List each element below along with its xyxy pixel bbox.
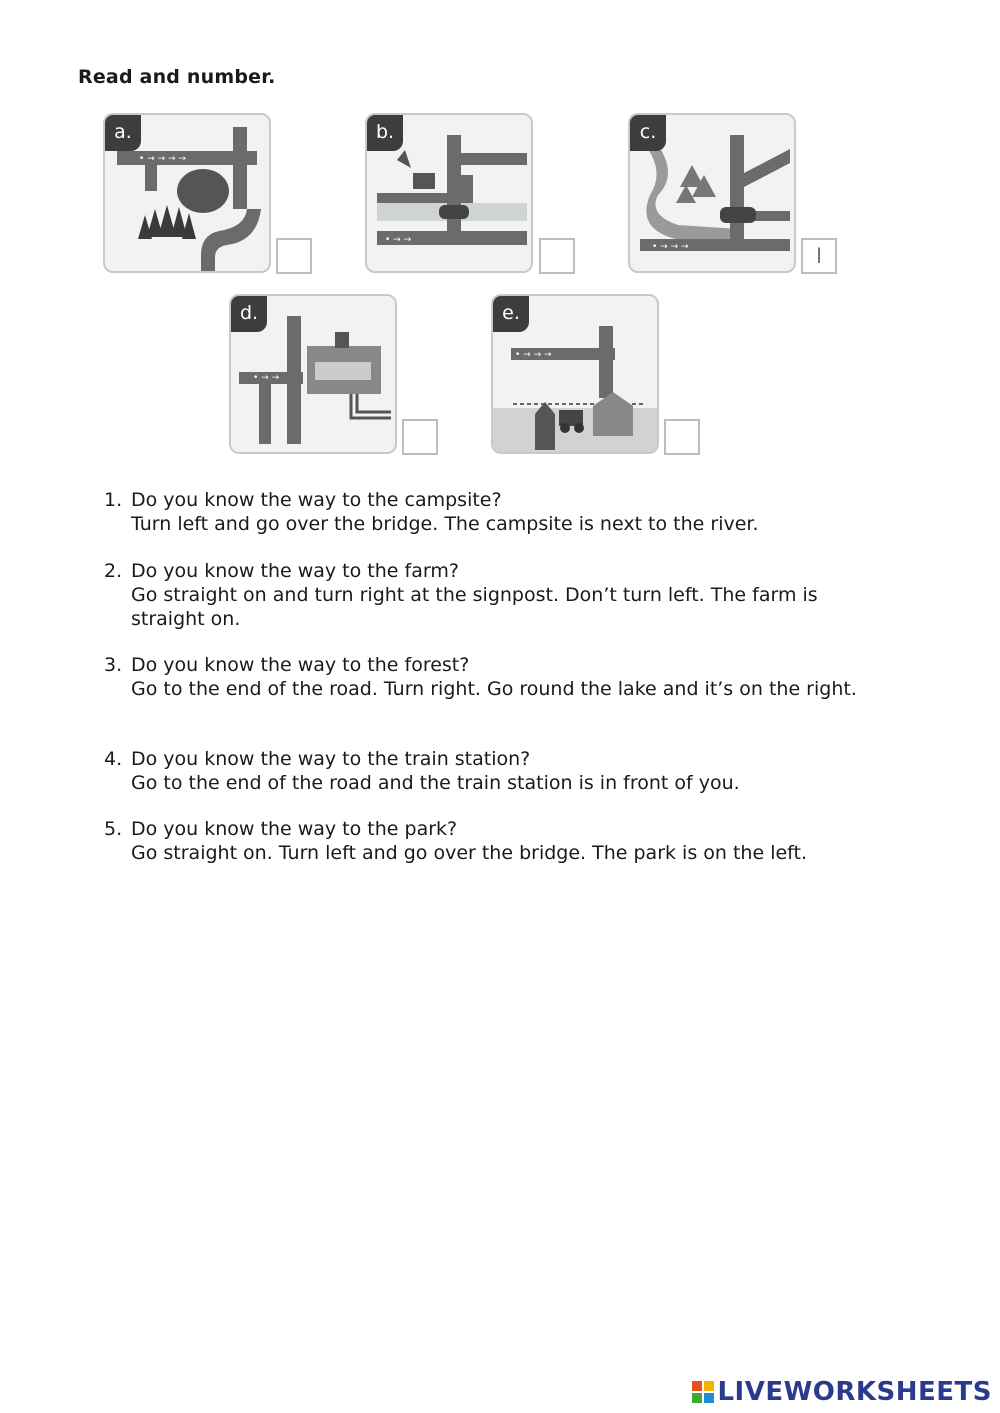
question-number: 5.: [104, 818, 123, 840]
answer-box-e[interactable]: [664, 419, 700, 455]
liveworksheets-logo-icon: [692, 1381, 714, 1403]
question-text: Do you know the way to the train station?: [131, 748, 531, 770]
question-number: 1.: [104, 489, 123, 511]
svg-text:• → →: • → →: [253, 373, 280, 383]
svg-text:• → → →: • → → →: [515, 350, 552, 360]
question-number: 4.: [104, 748, 123, 770]
picture-d: [229, 294, 397, 454]
answer-text: Go to the end of the road and the train station is in front of you.: [131, 772, 740, 794]
question-text: Do you know the way to the park?: [131, 818, 458, 840]
picture-b: [365, 113, 533, 273]
answer-box-b[interactable]: [539, 238, 575, 274]
picture-a-letter: a.: [105, 115, 141, 151]
answer-text: Go straight on and turn right at the signpost. Don’t turn left. The farm is straight on.: [131, 584, 818, 630]
answer-text: Go straight on. Turn left and go over the bridge. The park is on the left.: [131, 842, 808, 864]
svg-text:• → →: • → →: [385, 235, 412, 245]
answer-box-c[interactable]: l: [801, 238, 837, 274]
answer-box-a[interactable]: [276, 238, 312, 274]
question-text: Do you know the way to the farm?: [131, 560, 459, 582]
picture-b-letter: b.: [367, 115, 403, 151]
svg-text:• → → → →: • → → → →: [139, 154, 186, 164]
answer-text: Go to the end of the road. Turn right. Go round the lake and it’s on the right.: [131, 678, 857, 700]
picture-d-letter: d.: [231, 296, 267, 332]
brand-text: LIVEWORKSHEETS: [717, 1377, 992, 1407]
answer-text: Turn left and go over the bridge. The campsite is next to the river.: [131, 513, 759, 535]
picture-c-letter: c.: [630, 115, 666, 151]
picture-c: [628, 113, 796, 273]
question-text: Do you know the way to the forest?: [131, 654, 470, 676]
question-text: Do you know the way to the campsite?: [131, 489, 502, 511]
page-heading: Read and number.: [78, 66, 276, 88]
picture-e: [491, 294, 659, 454]
liveworksheets-brand: [692, 1377, 992, 1407]
question-number: 3.: [104, 654, 123, 676]
picture-a: [103, 113, 271, 273]
picture-e-letter: e.: [493, 296, 529, 332]
question-number: 2.: [104, 560, 123, 582]
svg-text:• → → →: • → → →: [652, 242, 689, 252]
answer-box-d[interactable]: [402, 419, 438, 455]
